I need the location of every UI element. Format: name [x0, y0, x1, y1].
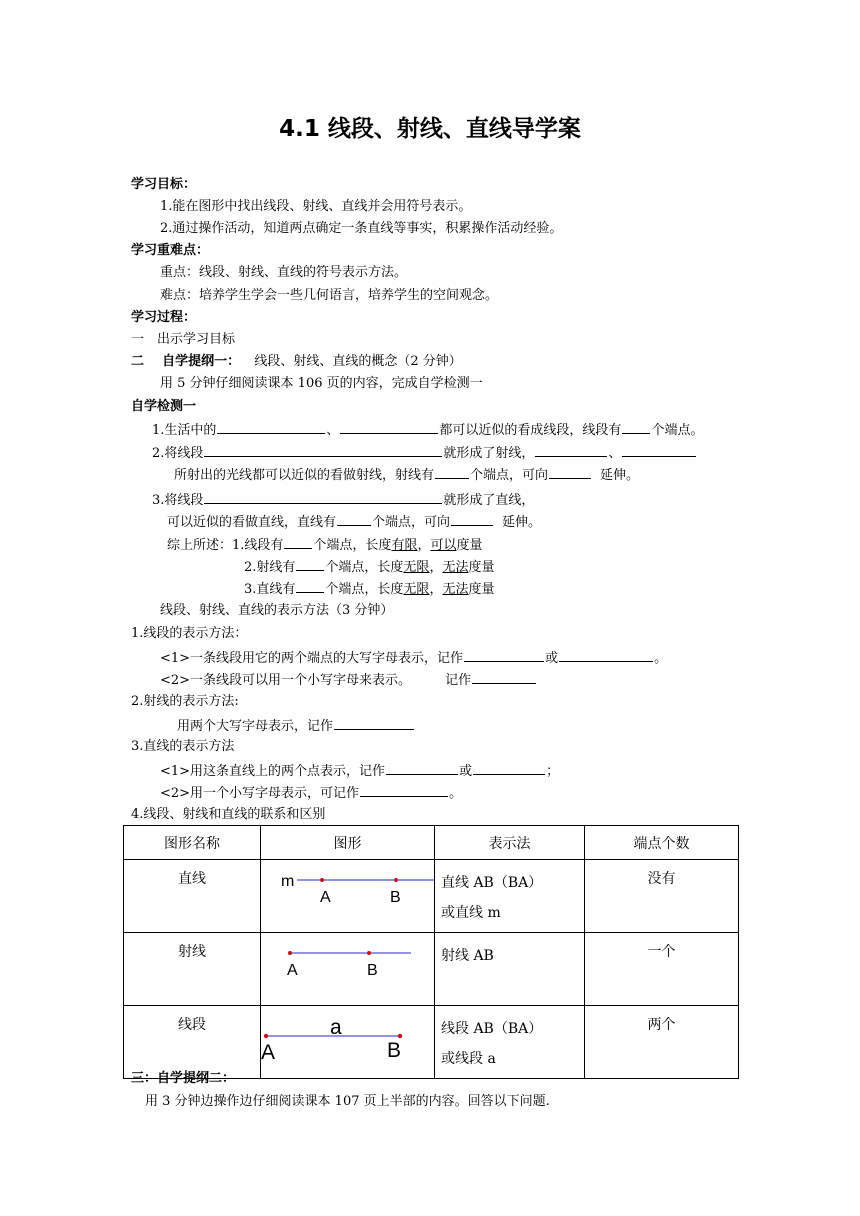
answer-blank[interactable] — [386, 761, 458, 775]
table-header: 表示法 — [435, 826, 585, 860]
notation-text: 或 — [459, 764, 473, 779]
notation-text: ； — [546, 764, 560, 779]
notation-item — [177, 716, 415, 736]
answer-blank[interactable] — [360, 783, 448, 797]
answer-blank[interactable] — [204, 490, 442, 504]
label-m: m — [281, 873, 295, 890]
q2-text: 个端点，可向 — [470, 468, 549, 483]
notation-text: <2>一条线段可以用一个小写字母来表示。 — [160, 673, 412, 688]
answer-blank[interactable] — [217, 420, 325, 434]
table-row — [124, 1006, 739, 1079]
check-question-3 — [152, 490, 534, 510]
point-a — [320, 878, 324, 882]
notation-desc — [435, 933, 585, 1006]
answer-blank[interactable] — [284, 535, 312, 549]
summary-underlined: 有限 — [391, 538, 418, 553]
figure-name: 线段 — [124, 1006, 261, 1079]
q3-text: 可以近似的看做直线，直线有 — [167, 515, 337, 530]
process-step-1: 一 出示学习目标 — [131, 332, 236, 347]
desc-line: 或直线 m — [441, 905, 501, 921]
q2-text: 就形成了射线， — [443, 446, 535, 461]
answer-blank[interactable] — [622, 420, 650, 434]
q3-text: 3.将线段 — [152, 493, 204, 508]
summary-text: 1.线段有 — [232, 538, 284, 553]
answer-blank[interactable] — [334, 716, 414, 730]
check-question-3-line2 — [167, 512, 541, 532]
notation-text: <1>一条线段用它的两个端点的大写字母表示，记作 — [160, 651, 464, 666]
summary-text: 个端点，长度 — [313, 538, 392, 553]
notation-item — [160, 783, 462, 803]
desc-line: 或线段 a — [441, 1051, 496, 1067]
notation-desc — [435, 860, 585, 933]
summary-row-3 — [244, 579, 494, 599]
notation-text: 用两个大写字母表示，记作 — [177, 719, 334, 734]
label-a: A — [261, 1041, 276, 1064]
segment-figure — [261, 1006, 434, 1074]
process-heading: 学习过程： — [131, 310, 197, 325]
notation-item — [160, 670, 537, 690]
answer-blank[interactable] — [337, 512, 371, 526]
summary-row-1 — [167, 535, 483, 555]
key-point-item: 难点：培养学生学会一些几何语言，培养学生的空间观念。 — [160, 288, 499, 303]
key-point-item: 重点：线段、射线、直线的符号表示方法。 — [160, 265, 408, 280]
line-figure-cell — [261, 860, 435, 933]
answer-blank[interactable] — [549, 465, 591, 479]
straight-line-figure — [261, 860, 434, 928]
summary-text: 度量 — [468, 560, 495, 575]
check-question-2-line2 — [174, 465, 639, 485]
q3-text: 就形成了直线， — [443, 493, 535, 508]
summary-text: 个端点，长度 — [325, 582, 404, 597]
step-text: 线段、射线、直线的概念（2 分钟） — [254, 354, 462, 369]
label-a: A — [287, 962, 298, 979]
desc-line: 线段 AB（BA） — [441, 1021, 543, 1037]
notation-section-4: 4.线段、射线和直线的联系和区别 — [131, 807, 326, 822]
label-b: B — [367, 962, 378, 979]
comparison-table — [123, 825, 739, 1079]
summary-text: 3.直线有 — [244, 582, 296, 597]
q1-text: 都可以近似的看成线段，线段有 — [439, 423, 622, 438]
summary-underlined: 无限 — [403, 582, 430, 597]
q1-text: 个端点。 — [651, 423, 704, 438]
q2-text: 所射出的光线都可以近似的看做射线，射线有 — [174, 468, 435, 483]
answer-blank[interactable] — [472, 670, 536, 684]
answer-blank[interactable] — [622, 443, 696, 457]
table-row — [124, 933, 739, 1006]
answer-blank[interactable] — [464, 648, 544, 662]
endpoint-count: 两个 — [585, 1006, 739, 1079]
desc-line: 直线 AB（BA） — [441, 875, 543, 891]
notation-heading: 线段、射线、直线的表示方法（3 分钟） — [160, 603, 394, 618]
summary-text: 度量 — [468, 582, 495, 597]
notation-text: 或 — [545, 651, 559, 666]
check-question-1 — [152, 420, 703, 440]
endpoint-count: 一个 — [585, 933, 739, 1006]
answer-blank[interactable] — [340, 420, 438, 434]
notation-desc — [435, 1006, 585, 1079]
notation-section-3: 3.直线的表示方法 — [131, 739, 235, 754]
point-b — [394, 878, 398, 882]
summary-text: ， — [429, 582, 443, 597]
ray-figure-cell — [261, 933, 435, 1006]
segment-figure-cell — [261, 1006, 435, 1079]
point-b — [367, 951, 371, 955]
notation-section-1: 1.线段的表示方法： — [131, 626, 248, 641]
q2-text: 延伸。 — [600, 468, 640, 483]
notation-text: 记作 — [445, 673, 472, 688]
point-a — [288, 951, 292, 955]
notation-item — [160, 761, 559, 781]
q1-text: 1.生活中的 — [152, 423, 217, 438]
notation-text: <2>用一个小写字母表示，可记作 — [160, 786, 360, 801]
ray-figure — [261, 933, 434, 1001]
label-a: A — [320, 889, 331, 906]
label-b: B — [390, 889, 401, 906]
summary-text: 个端点，长度 — [325, 560, 404, 575]
summary-underlined: 无法 — [442, 560, 469, 575]
process-step-2-desc: 用 5 分钟仔细阅读课本 106 页的内容，完成自学检测一 — [160, 376, 483, 391]
label-b: B — [387, 1039, 402, 1062]
goal-item: 1.能在图形中找出线段、射线、直线并会用符号表示。 — [160, 199, 472, 214]
check-question-2 — [152, 443, 697, 463]
q3-text: 个端点，可向 — [372, 515, 451, 530]
q2-text: 2.将线段 — [152, 446, 204, 461]
point-b — [398, 1034, 402, 1038]
summary-underlined: 无法 — [442, 582, 469, 597]
table-row — [124, 860, 739, 933]
process-step-2 — [131, 353, 462, 371]
desc-line: 射线 AB — [441, 948, 494, 964]
summary-text: ， — [417, 538, 431, 553]
answer-blank[interactable] — [451, 512, 493, 526]
answer-blank[interactable] — [435, 465, 469, 479]
label-lower-a: a — [330, 1016, 342, 1039]
endpoint-count: 没有 — [585, 860, 739, 933]
summary-lead: 综上所述： — [167, 538, 233, 553]
notation-text: <1>用这条直线上的两个点表示，记作 — [160, 764, 386, 779]
answer-blank[interactable] — [296, 557, 324, 571]
figure-name: 射线 — [124, 933, 261, 1006]
q2-sep: 、 — [608, 446, 622, 461]
summary-text: 2.射线有 — [244, 560, 296, 575]
step-number: 二 — [131, 354, 145, 369]
notation-section-2: 2.射线的表示方法: — [131, 694, 239, 709]
summary-underlined: 可以 — [430, 538, 457, 553]
summary-text: 度量 — [456, 538, 483, 553]
answer-blank[interactable] — [204, 443, 442, 457]
goal-item: 2.通过操作活动，知道两点确定一条直线等事实，积累操作活动经验。 — [160, 221, 563, 236]
q3-text: 延伸。 — [502, 515, 542, 530]
outline-2-heading: 三：自学提纲二： — [131, 1071, 236, 1086]
answer-blank[interactable] — [535, 443, 607, 457]
goals-heading: 学习目标： — [131, 177, 197, 192]
table-header: 端点个数 — [585, 826, 739, 860]
point-a — [264, 1034, 268, 1038]
summary-text: ， — [429, 560, 443, 575]
q1-sep: 、 — [326, 423, 340, 438]
answer-blank[interactable] — [559, 648, 653, 662]
figure-name: 直线 — [124, 860, 261, 933]
answer-blank[interactable] — [473, 761, 545, 775]
summary-row-2 — [244, 557, 494, 577]
page-title: 4.1 线段、射线、直线导学案 — [279, 116, 581, 142]
outline-2-text: 用 3 分钟边操作边仔细阅读课本 107 页上半部的内容。回答以下问题. — [145, 1094, 550, 1109]
key-points-heading: 学习重难点： — [131, 243, 210, 258]
summary-underlined: 无限 — [403, 560, 430, 575]
notation-text: 。 — [449, 786, 463, 801]
check-heading: 自学检测一 — [131, 399, 197, 414]
table-header: 图形 — [261, 826, 435, 860]
table-header: 图形名称 — [124, 826, 261, 860]
table-header-row — [124, 826, 739, 860]
notation-item — [160, 648, 667, 668]
answer-blank[interactable] — [296, 579, 324, 593]
notation-text: 。 — [654, 651, 668, 666]
step-heading: 自学提纲一： — [162, 354, 241, 369]
